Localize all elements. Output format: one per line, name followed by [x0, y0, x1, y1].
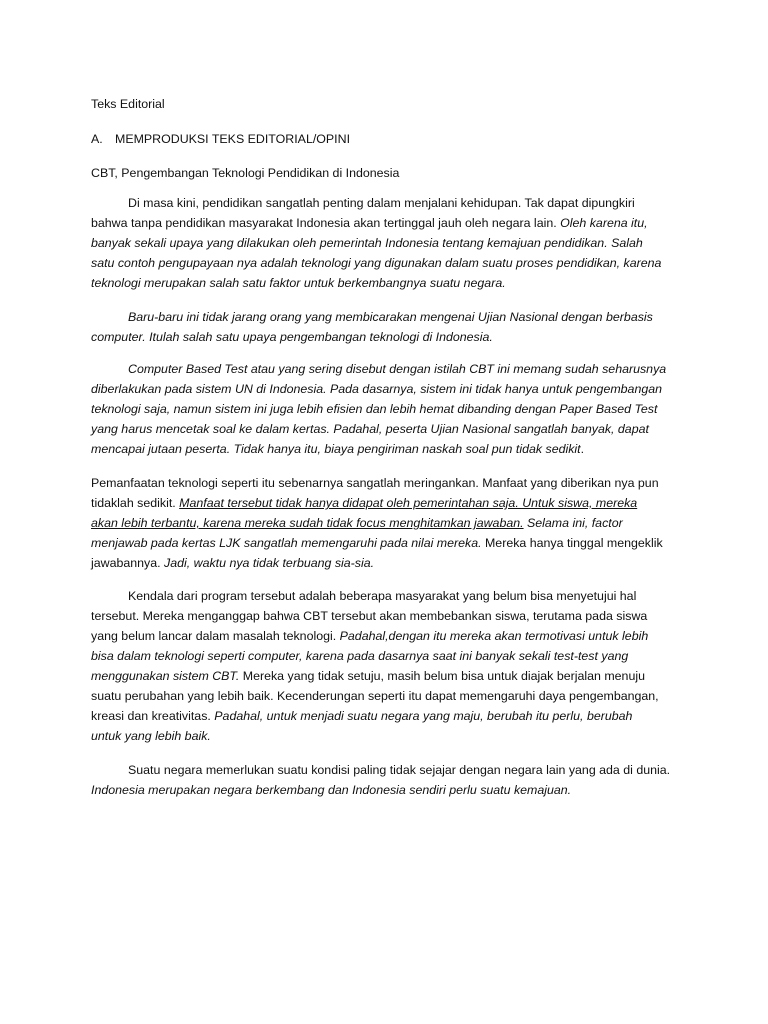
section-label: MEMPRODUKSI TEKS EDITORIAL/OPINI: [115, 132, 351, 146]
paragraph-1-line-1: Di masa kini, pendidikan sangatlah penting dalam menjalani kehidupan. Tak dapat dipungkiri: [128, 196, 635, 210]
paragraph-3-line-4: yang harus mencetak soal ke dalam kertas. Padahal, peserta Ujian Nasional sangatlah banyak, dapat: [91, 422, 649, 436]
document-title: Teks Editorial: [91, 97, 165, 111]
paragraph-1-line-5: teknologi merupakan salah satu faktor untuk berkembangnya suatu negara.: [91, 276, 506, 290]
paragraph-4-line-3: [91, 513, 623, 533]
paragraph-5-line-5: [91, 666, 645, 686]
paragraph-2-line-1: Baru-baru ini tidak jarang orang yang membicarakan mengenai Ujian Nasional dengan berbasis: [128, 310, 653, 324]
text-run: Jadi, waktu nya tidak terbuang sia-sia.: [160, 556, 375, 570]
paragraph-5-line-6: suatu perubahan yang lebih baik. Kecenderungan seperti itu dapat memengaruhi daya pengembangan,: [91, 689, 659, 703]
text-run: yang belum lancar dalam masalah teknologi.: [91, 629, 337, 643]
paragraph-3-line-2: diberlakukan pada sistem UN di Indonesia. Pada dasarnya, sistem ini tidak hanya untuk pengembangan: [91, 382, 663, 396]
text-run: .: [580, 442, 585, 456]
underlined-text-run: Manfaat tersebut tidak hanya didapat oleh pemerintahan saja. Untuk siswa, mereka: [179, 496, 638, 510]
paragraph-5-line-4: bisa dalam teknologi seperti computer, karena pada dasarnya saat ini banyak sekali test-test yang: [91, 649, 629, 663]
section-heading: [91, 129, 350, 149]
text-run: bahwa tanpa pendidikan masyarakat Indonesia akan tertinggal jauh oleh negara lain.: [91, 216, 557, 230]
text-run: kreasi dan kreativitas.: [91, 709, 211, 723]
text-run: tidaklah sedikit.: [91, 496, 180, 510]
article-subtitle: CBT, Pengembangan Teknologi Pendidikan di Indonesia: [91, 166, 400, 180]
paragraph-5-line-3: [91, 626, 648, 646]
paragraph-2-line-2: computer. Itulah salah satu upaya pengembangan teknologi di Indonesia.: [91, 330, 493, 344]
text-run: jawabannya.: [91, 556, 161, 570]
section-letter: A.: [91, 132, 103, 146]
paragraph-4-line-5: [91, 553, 374, 573]
paragraph-5-line-1: Kendala dari program tersebut adalah beberapa masyarakat yang belum bisa menyetujui hal: [128, 589, 637, 603]
paragraph-4-line-1: Pemanfaatan teknologi seperti itu sebenarnya sangatlah meringankan. Manfaat yang diberikan nya pun: [91, 476, 659, 490]
text-run: Padahal,dengan itu mereka akan termotivasi untuk lebih: [336, 629, 649, 643]
text-run: Oleh karena itu,: [556, 216, 648, 230]
paragraph-3-line-3: teknologi saja, namun sistem ini juga lebih efisien dan lebih hemat dibanding dengan Paper Based Test: [91, 402, 658, 416]
paragraph-5-line-8: untuk yang lebih baik.: [91, 729, 211, 743]
paragraph-3-line-1: Computer Based Test atau yang sering disebut dengan istilah CBT ini memang sudah seharusnya: [128, 362, 667, 376]
text-run: Mereka hanya tinggal mengeklik: [481, 536, 663, 550]
text-run: mencapai jutaan peserta. Tidak hanya itu, biaya pengiriman naskah soal pun tidak sedikit: [91, 442, 581, 456]
text-run: Selama ini, factor: [523, 516, 623, 530]
text-run: Mereka yang tidak setuju, masih belum bisa untuk diajak berjalan menuju: [239, 669, 645, 683]
paragraph-1-line-3: banyak sekali upaya yang dilakukan oleh pemerintah Indonesia tentang kemajuan pendidikan. Salah: [91, 236, 643, 250]
paragraph-5-line-2: tersebut. Mereka menganggap bahwa CBT tersebut akan membebankan siswa, terutama pada siswa: [91, 609, 648, 623]
paragraph-1-line-4: satu contoh pengupayaan nya adalah teknologi yang digunakan dalam suatu proses pendidikan, karena: [91, 256, 662, 270]
paragraph-6-line-2: Indonesia merupakan negara berkembang dan Indonesia sendiri perlu suatu kemajuan.: [91, 783, 572, 797]
paragraph-3-line-5: [91, 439, 584, 459]
paragraph-4-line-2: [91, 493, 637, 513]
underlined-text-run: akan lebih terbantu, karena mereka sudah tidak focus menghitamkan jawaban.: [91, 516, 524, 530]
paragraph-4-line-4: [91, 533, 663, 553]
text-run: menggunakan sistem CBT.: [91, 669, 240, 683]
paragraph-5-line-7: [91, 706, 632, 726]
text-run: Padahal, untuk menjadi suatu negara yang maju, berubah itu perlu, berubah: [210, 709, 633, 723]
text-run: menjawab pada kertas LJK sangatlah memengaruhi pada nilai mereka.: [91, 536, 482, 550]
paragraph-1-line-2: [91, 213, 648, 233]
paragraph-6-line-1: Suatu negara memerlukan suatu kondisi paling tidak sejajar dengan negara lain yang ada di dunia.: [128, 763, 671, 777]
